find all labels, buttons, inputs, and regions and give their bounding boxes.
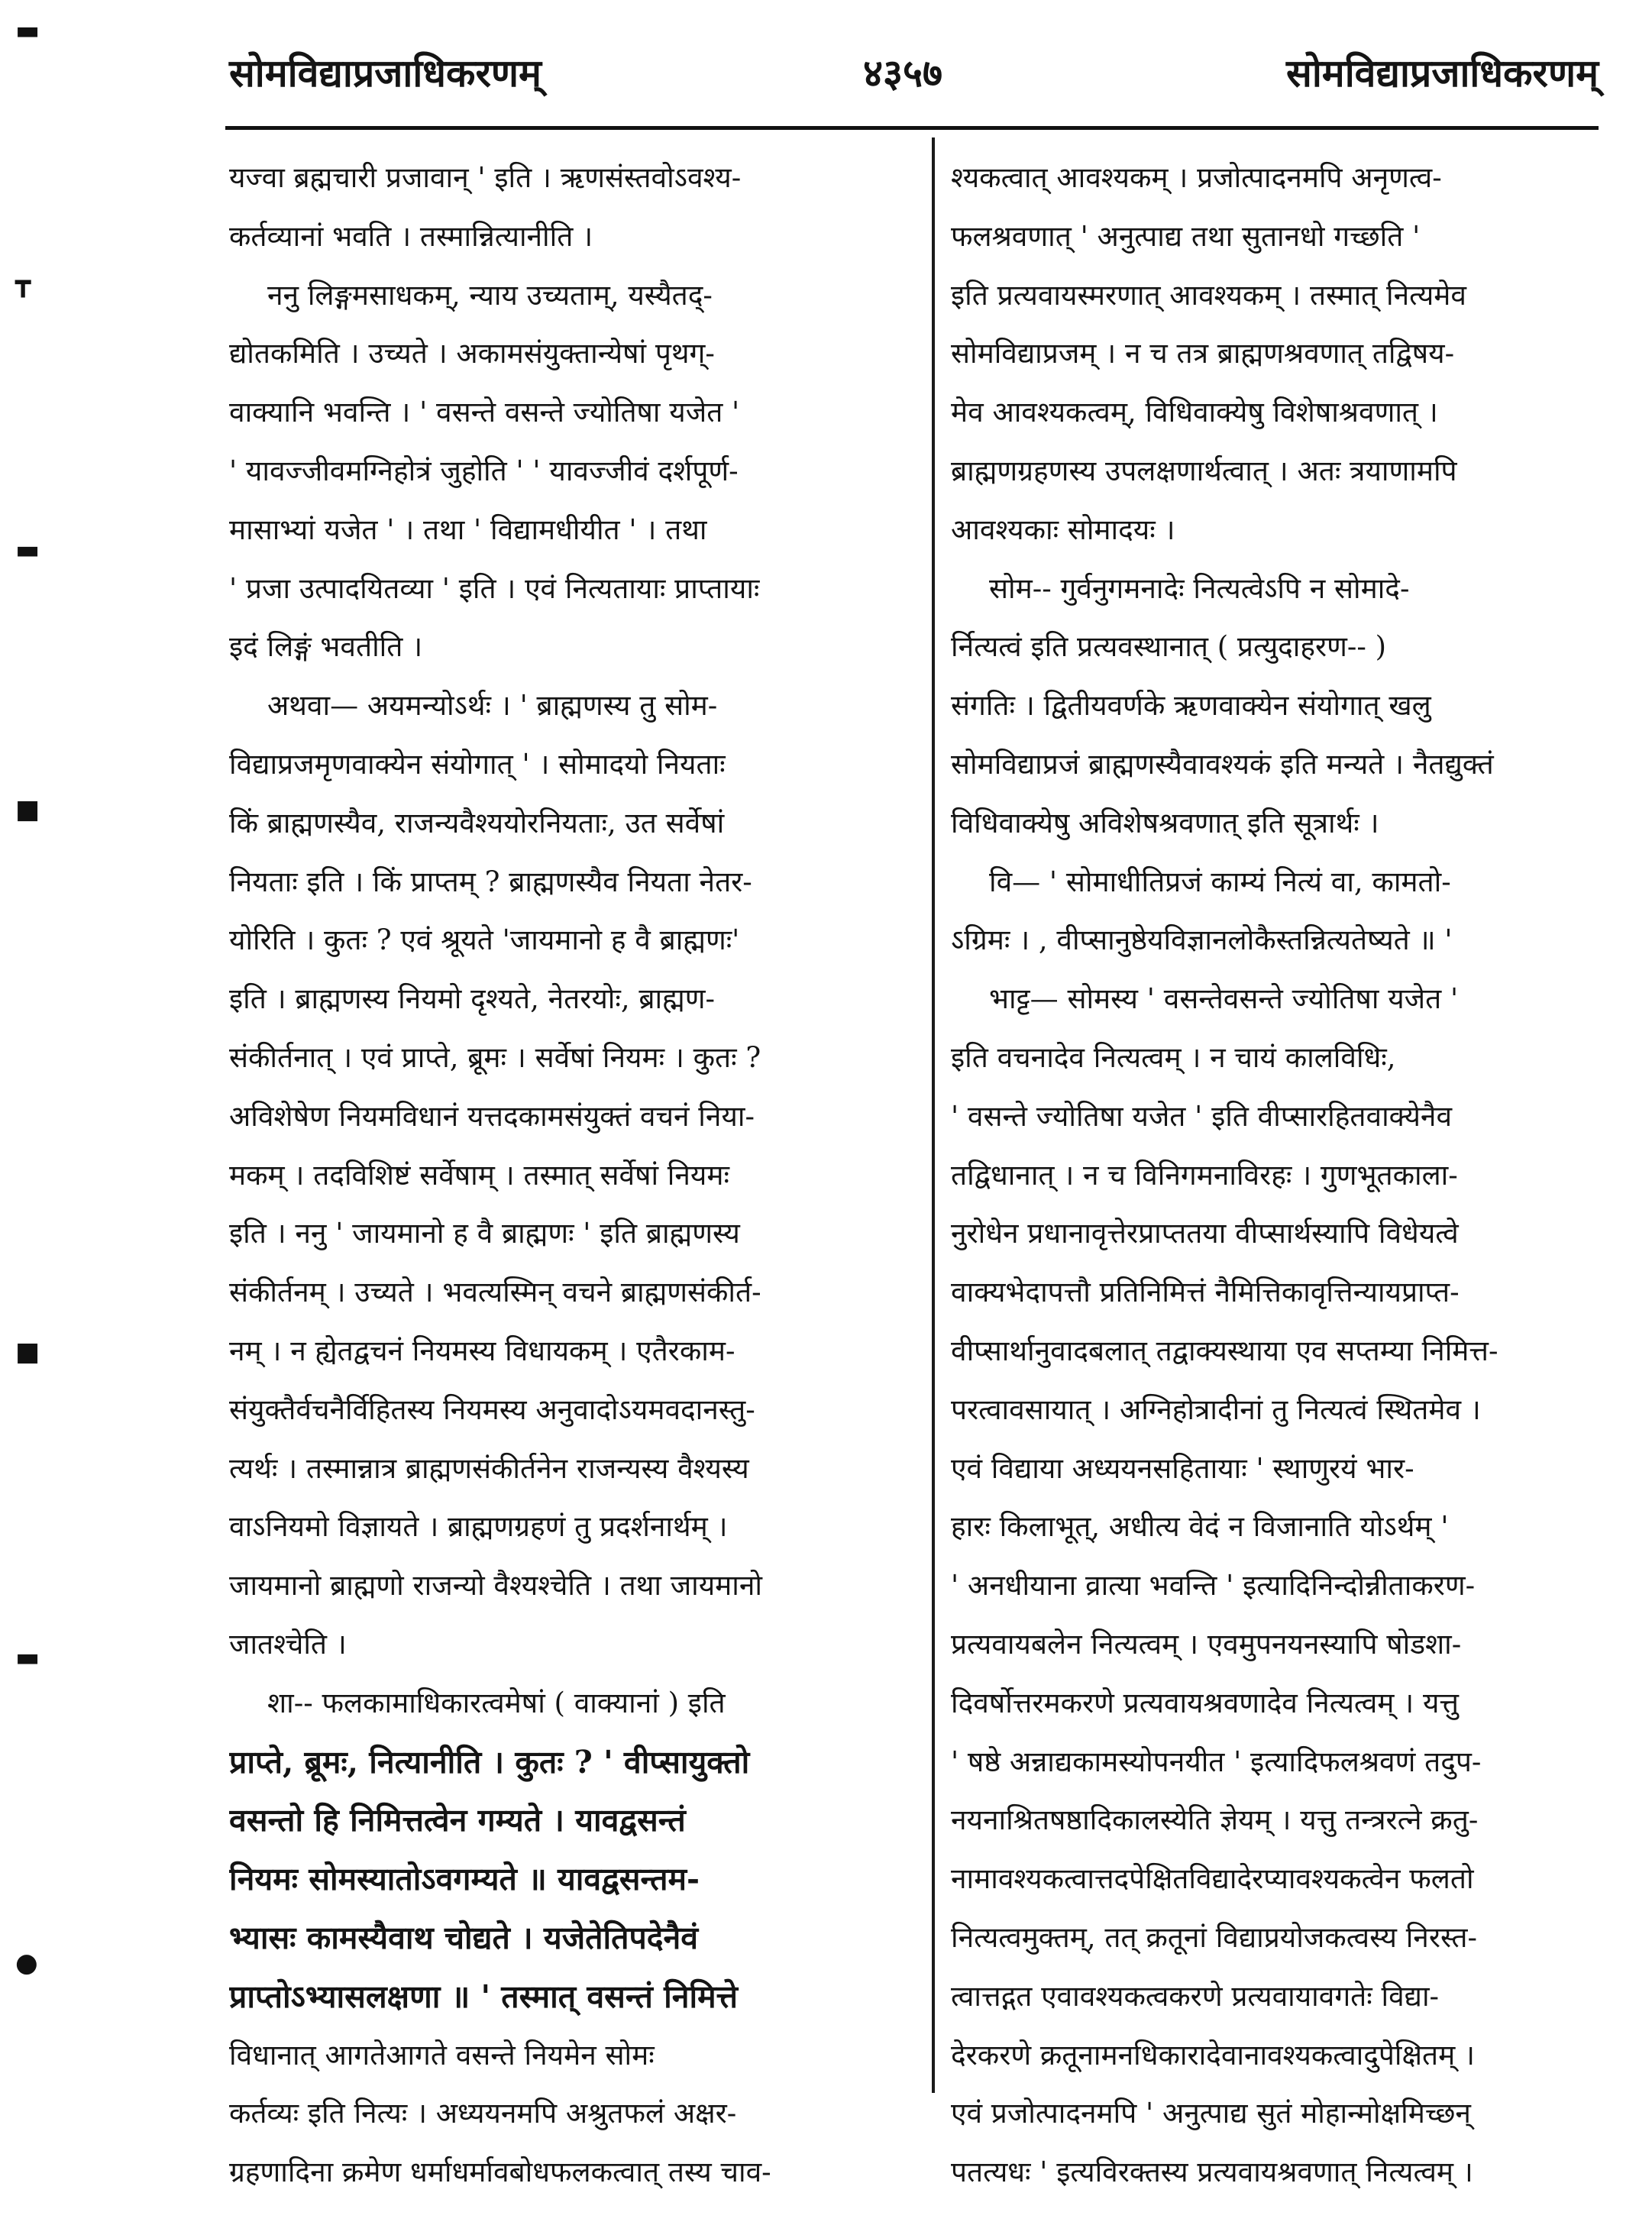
text-line: ब्राह्मणग्रहणस्य उपलक्षणार्थत्वात् । अतः त्रयाणामपि [951, 454, 1457, 487]
column-divider [932, 137, 935, 2093]
margin-mark: ┳ [15, 267, 31, 298]
text-line: विधानात् आगतेआगते वसन्ते नियमेन सोमः [229, 2038, 655, 2072]
text-line: नयनाश्रितषष्ठादिकालस्येति ज्ञेयम् । यत्तु तन्त्ररत्ने क्रतु- [951, 1803, 1479, 1837]
text-line: ' वसन्ते ज्योतिषा यजेत ' इति वीप्सारहितवाक्येनैव [951, 1099, 1453, 1133]
text-line: भ्यासः कामस्यैवाथ चोद्यते । यजेतेतिपदेनैवं [229, 1919, 699, 1956]
text-line: त्वात्तद्गत एवावश्यकत्वकरणे प्रत्यवायावगतेः विद्या- [951, 1979, 1440, 2013]
text-line: ' प्रजा उत्पादयितव्या ' इति । एवं नित्यतायाः प्राप्तायाः [229, 571, 760, 605]
text-line: तद्विधानात् । न च विनिगमनाविरहः । गुणभूतकाला- [951, 1158, 1458, 1192]
text-line: योरिति । कुतः ? एवं श्रूयते 'जायमानो ह वै ब्राह्मणः' [229, 923, 740, 957]
text-line: इदं लिङ्गं भवतीति । [229, 630, 423, 664]
text-line: त्यर्थः । तस्मान्नात्र ब्राह्मणसंकीर्तनेन राजन्यस्य वैश्यस्य [229, 1451, 749, 1485]
text-line: प्राप्ते, ब्रूमः, नित्यानीति । कुतः ? ' वीप्सायुक्तो [229, 1743, 750, 1781]
text-line: वसन्तो हि निमित्तत्वेन गम्यते । यावद्वसन्तं [229, 1802, 686, 1839]
text-line: आवश्यकाः सोमादयः । [951, 513, 1175, 546]
text-line: हारः किलाभूत्, अधीत्य वेदं न विजानाति योऽर्थम् ' [951, 1510, 1449, 1544]
text-line: पतत्यधः ' इत्यविरक्तस्य प्रत्यवायश्रवणात् नित्यत्वम् । [951, 2156, 1473, 2189]
page-number: ४३५७ [863, 51, 942, 95]
text-line: नम् । न ह्येतद्वचनं नियमस्य विधायकम् । एतैरकाम- [229, 1334, 735, 1367]
text-line: श्यकत्वात् आवश्यकम् । प्रजोत्पादनमपि अनृणत्व- [951, 161, 1442, 194]
text-line: परत्वावसायात् । अग्निहोत्रादीनां तु नित्यत्वं स्थितमेव । [951, 1392, 1481, 1426]
text-line: भाट्ट— सोमस्य ' वसन्तेवसन्ते ज्योतिषा यजेत ' [989, 982, 1459, 1016]
text-line: प्रत्यवायबलेन नित्यत्वम् । एवमुपनयनस्यापि षोडशा- [951, 1627, 1462, 1661]
text-line: इति । ननु ' जायमानो ह वै ब्राह्मणः ' इति ब्राह्मणस्य [229, 1217, 740, 1250]
page-header [229, 38, 1599, 107]
text-line: वाक्यानि भवन्ति । ' वसन्ते वसन्ते ज्योतिषा यजेत ' [229, 396, 740, 429]
text-line: ननु लिङ्गमसाधकम्, न्याय उच्यताम्, यस्यैतद्- [267, 278, 713, 312]
text-line: देरकरणे क्रतूनामनधिकारादेवानावश्यकत्वादुपेक्षितम् । [951, 2038, 1476, 2072]
text-line: विधिवाक्येषु अविशेषश्रवणात् इति सूत्रार्थः । [951, 806, 1379, 839]
text-line: किं ब्राह्मणस्यैव, राजन्यवैश्ययोरनियताः, उत सर्वेषां [229, 806, 725, 839]
running-title-left: सोमविद्याप्रजाधिकरणम् [229, 51, 542, 95]
text-line: फलश्रवणात् ' अनुत्पाद्य तथा सुतानधो गच्छति ' [951, 219, 1421, 253]
text-line: सोम-- गुर्वनुगमनादेः नित्यत्वेऽपि न सोमादे- [989, 571, 1410, 605]
margin-mark: ▬ [15, 15, 40, 46]
left-column [229, 149, 913, 2202]
text-line: वीप्सार्थानुवादबलात् तद्वाक्यस्थाया एव सप्तम्या निमित्त- [951, 1334, 1498, 1367]
text-line: दिवर्षोत्तरमकरणे प्रत्यवायश्रवणादेव नित्यत्वम् । यत्तु [951, 1686, 1459, 1719]
text-line: कर्तव्यानां भवति । तस्मान्नित्यानीति । [229, 219, 593, 253]
text-line: ऽग्रिमः । , वीप्सानुष्ठेयविज्ञानलोकैस्तन्नित्यतेष्यते ॥ ' [951, 923, 1453, 957]
text-line: कर्तव्यः इति नित्यः । अध्ययनमपि अश्रुतफलं अक्षर- [229, 2097, 737, 2130]
text-line: संयुक्तैर्वचनैर्विहितस्य नियमस्य अनुवादोऽयमवदानस्तु- [229, 1392, 755, 1426]
text-line: ग्रहणादिना क्रमेण धर्माधर्मावबोधफलकत्वात् तस्य चाव- [229, 2156, 771, 2189]
margin-mark: ■ [15, 1337, 40, 1367]
text-line: ' यावज्जीवमग्निहोत्रं जुहोति ' ' यावज्जीवं दर्शपूर्ण- [229, 454, 739, 487]
text-line: वाऽनियमो विज्ञायते । ब्राह्मणग्रहणं तु प्रदर्शनार्थम् । [229, 1510, 728, 1544]
text-line: इति प्रत्यवायस्मरणात् आवश्यकम् । तस्मात् नित्यमेव [951, 278, 1467, 312]
text-line: संगतिः । द्वितीयवर्णके ऋणवाक्येन संयोगात् खलु [951, 689, 1431, 723]
text-line: मकम् । तदविशिष्टं सर्वेषाम् । तस्मात् सर्वेषां नियमः [229, 1158, 729, 1192]
text-line: प्राप्तोऽभ्यासलक्षणा ॥ ' तस्मात् वसन्तं निमित्ते [229, 1978, 738, 2015]
text-line: मासाभ्यां यजेत ' । तथा ' विद्यामधीयीत ' । तथा [229, 513, 707, 546]
text-line: विद्याप्रजमृणवाक्येन संयोगात् ' । सोमादयो नियताः [229, 747, 726, 781]
text-line: ' षष्ठे अन्नाद्यकामस्योपनयीत ' इत्यादिफलश्रवणं तदुप- [951, 1745, 1482, 1778]
text-line: संकीर्तनम् । उच्यते । भवत्यस्मिन् वचने ब्राह्मणसंकीर्त- [229, 1276, 761, 1309]
margin-mark: ● [15, 1948, 38, 1978]
text-line: शा-- फलकामाधिकारत्वमेषां ( वाक्यानां ) इति [267, 1686, 726, 1719]
text-line: जातश्चेति । [229, 1627, 347, 1661]
text-line: नियताः इति । किं प्राप्तम् ? ब्राह्मणस्यैव नियता नेतर- [229, 865, 752, 898]
margin-mark: ▬ [15, 1642, 40, 1673]
text-line: नामावश्यकत्वात्तदपेक्षितविद्यादेरप्यावश्यकत्वेन फलतो [951, 1862, 1474, 1896]
text-line: र्नित्यत्वं इति प्रत्यवस्थानात् ( प्रत्युदाहरण-- ) [951, 630, 1387, 664]
text-line: सोमविद्याप्रजम् । न च तत्र ब्राह्मणश्रवणात् तद्विषय- [951, 337, 1455, 370]
text-line: सोमविद्याप्रजं ब्राह्मणस्यैवावश्यकं इति मन्यते । नैतद्युक्तं [951, 747, 1494, 781]
margin-mark: ▬ [15, 535, 40, 565]
text-line: जायमानो ब्राह्मणो राजन्यो वैश्यश्चेति । तथा जायमानो [229, 1569, 763, 1603]
text-line: इति । ब्राह्मणस्य नियमो दृश्यते, नेतरयोः, ब्राह्मण- [229, 982, 715, 1016]
header-rule [225, 126, 1599, 130]
text-line: संकीर्तनात् । एवं प्राप्ते, ब्रूमः । सर्वेषां नियमः । कुतः ? [229, 1040, 761, 1074]
text-line: वाक्यभेदापत्तौ प्रतिनिमित्तं नैमित्तिकावृत्तिन्यायप्राप्त- [951, 1276, 1460, 1309]
text-line: इति वचनादेव नित्यत्वम् । न चायं कालविधिः, [951, 1040, 1396, 1074]
text-line: नित्यत्वमुक्तम्, तत् क्रतूनां विद्याप्रयोजकत्वस्य निरस्त- [951, 1920, 1477, 1954]
text-line: नियमः सोमस्यातोऽवगम्यते ॥ यावद्वसन्तम- [229, 1861, 700, 1898]
text-line: यज्वा ब्रह्मचारी प्रजावान् ' इति । ऋणसंस्तवोऽवश्य- [229, 161, 742, 194]
text-line: एवं विद्याया अध्ययनसहितायाः ' स्थाणुरयं भार- [951, 1451, 1414, 1485]
text-line: नुरोधेन प्रधानावृत्तेरप्राप्ततया वीप्सार्थस्यापि विधेयत्वे [951, 1217, 1459, 1250]
text-line: अथवा— अयमन्योऽर्थः । ' ब्राह्मणस्य तु सोम- [267, 689, 718, 723]
text-line: ' अनधीयाना व्रात्या भवन्ति ' इत्यादिनिन्दोन्नीताकरण- [951, 1569, 1476, 1603]
margin-mark: ■ [15, 794, 40, 825]
text-line: अविशेषेण नियमविधानं यत्तदकामसंयुक्तं वचनं निया- [229, 1099, 755, 1133]
text-line: वि— ' सोमाधीतिप्रजं काम्यं नित्यं वा, कामतो- [989, 865, 1451, 898]
text-line: एवं प्रजोत्पादनमपि ' अनुत्पाद्य सुतं मोहान्मोक्षमिच्छन् [951, 2097, 1471, 2130]
right-column [951, 149, 1623, 2202]
running-title-right: सोमविद्याप्रजाधिकरणम् [1286, 51, 1599, 95]
text-line: मेव आवश्यकत्वम्, विधिवाक्येषु विशेषाश्रवणात् । [951, 396, 1438, 429]
text-line: द्योतकमिति । उच्यते । अकामसंयुक्तान्येषां पृथग्- [229, 337, 715, 370]
